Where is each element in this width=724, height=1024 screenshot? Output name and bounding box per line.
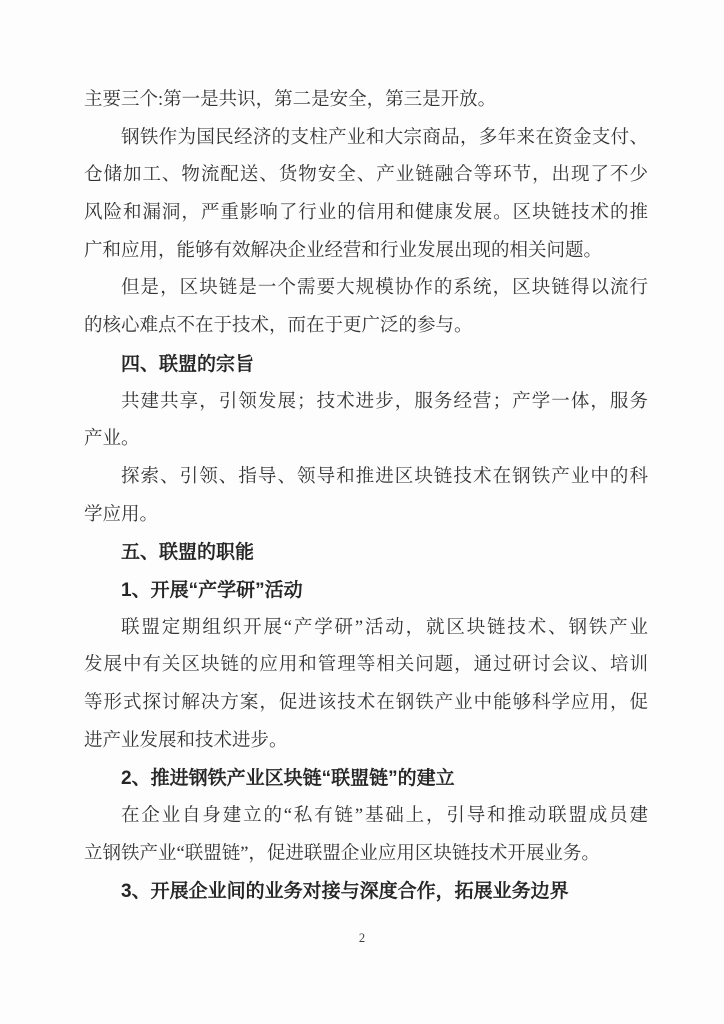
- text-line: 联盟定期组织开展“产学研”活动，就区块链技术、钢铁产业: [121, 617, 648, 638]
- text-line: 但是，区块链是一个需要大规模协作的系统，区块链得以流行: [121, 278, 648, 299]
- text-line: 探索、引领、指导、领导和推进区块链技术在钢铁产业中的科: [121, 466, 648, 487]
- text-line: 学应用。: [84, 504, 159, 525]
- text-line: 发展中有关区块链的应用和管理等相关问题，通过研讨会议、培训: [84, 655, 648, 676]
- text-line: 在企业自身建立的“私有链”基础上，引导和推动联盟成员建: [121, 806, 648, 827]
- section-heading: 3、开展企业间的业务对接与深度合作，拓展业务边界: [121, 881, 569, 903]
- section-heading: 1、开展“产学研”活动: [121, 579, 303, 601]
- text-line: 主要三个:第一是共识，第二是安全，第三是开放。: [84, 90, 497, 110]
- page-number: 2: [358, 931, 366, 945]
- text-line: 共建共享，引领发展；技术进步，服务经营；产学一体，服务: [121, 391, 648, 412]
- text-line: 广和应用，能够有效解决企业经营和行业发展出现的相关问题。: [84, 240, 603, 261]
- text-line: 立钢铁产业“联盟链”，促进联盟企业应用区块链技术开展业务。: [84, 843, 600, 864]
- text-line: 风险和漏洞，严重影响了行业的信用和健康发展。区块链技术的推: [84, 203, 648, 224]
- text-line: 等形式探讨解决方案，促进该技术在钢铁产业中能够科学应用，促: [84, 693, 648, 713]
- text-line: 仓储加工、物流配送、货物安全、产业链融合等环节，出现了不少: [84, 165, 648, 186]
- text-line: 的核心难点不在于技术，而在于更广泛的参与。: [84, 316, 473, 337]
- text-line: 进产业发展和技术进步。: [84, 730, 288, 751]
- text-line: 钢铁作为国民经济的支柱产业和大宗商品，多年来在资金支付、: [121, 127, 648, 148]
- document-body: [84, 82, 648, 911]
- text-line: 产业。: [84, 429, 140, 450]
- section-heading: 2、推进钢铁产业区块链“联盟链”的建立: [121, 768, 455, 790]
- section-heading: 五、联盟的职能: [121, 542, 255, 564]
- section-heading: 四、联盟的宗旨: [121, 353, 255, 375]
